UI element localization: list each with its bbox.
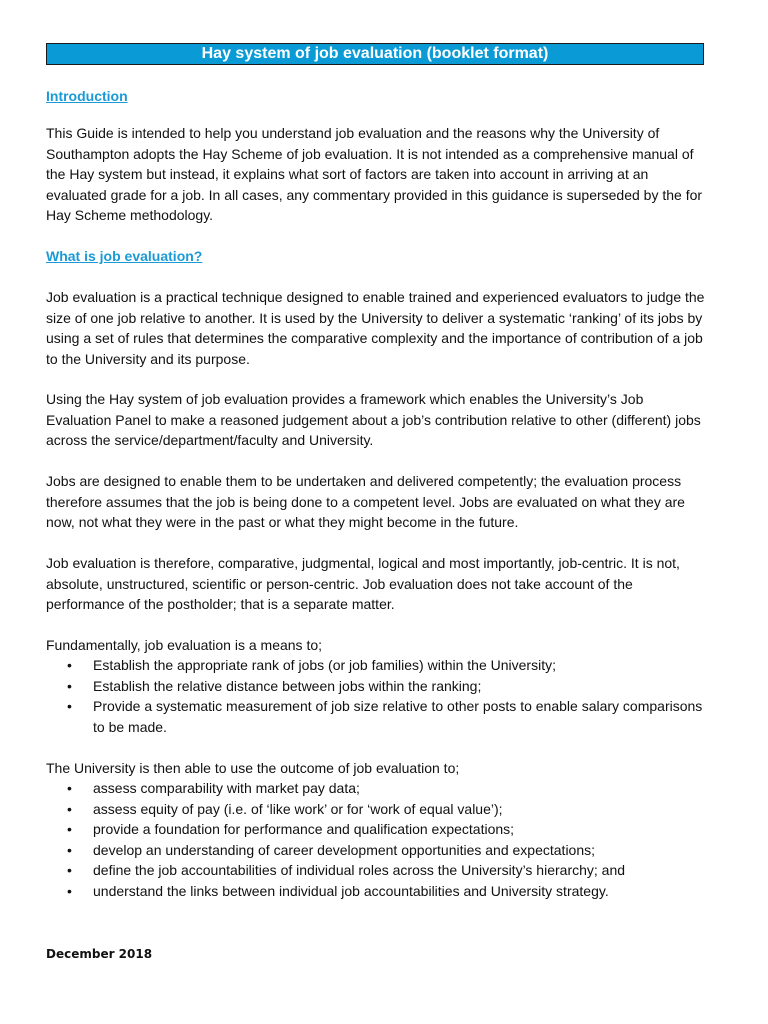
footer-date: December 2018 bbox=[46, 947, 153, 961]
list-item: • develop an understanding of career development opportunities and expectations; bbox=[46, 840, 708, 861]
competence-paragraph: Jobs are designed to enable them to be undertaken and delivered competently; the evaluation process therefore assumes that the job is being done to a competent level. Jobs are evaluated on what they are now, not what they were in the past or what they might become in the future. bbox=[46, 473, 685, 531]
fundamentally-lead: Fundamentally, job evaluation is a means to; bbox=[46, 637, 323, 653]
bullet-icon: • bbox=[67, 698, 72, 715]
list-item: • define the job accountabilities of individual roles across the University’s hierarchy; and bbox=[46, 860, 708, 881]
framework-paragraph: Using the Hay system of job evaluation provides a framework which enables the University’s Job Evaluation Panel to make a reasoned judgement about a job’s contribution relative to other (different) jobs across the service/department/faculty and University. bbox=[46, 391, 701, 449]
list-item: • understand the links between individual job accountabilities and University strategy. bbox=[46, 881, 708, 902]
document-title: Hay system of job evaluation (booklet format) bbox=[201, 45, 549, 62]
list-item: • assess equity of pay (i.e. of ‘like work’ or for ‘work of equal value’); bbox=[46, 799, 708, 820]
list-item: • Establish the appropriate rank of jobs (or job families) within the University; bbox=[46, 655, 708, 676]
outcome-lead: The University is then able to use the outcome of job evaluation to; bbox=[46, 760, 460, 776]
bullet-icon: • bbox=[67, 841, 72, 858]
fundamentally-list bbox=[46, 655, 708, 737]
introduction-heading: Introduction bbox=[46, 88, 128, 104]
characteristics-paragraph: Job evaluation is therefore, comparative, judgmental, logical and most importantly, job-centric. It is not, absolute, unstructured, scientific or person-centric. Job evaluation does not take account of the performance of the postholder; that is a separate matter. bbox=[46, 555, 680, 613]
introduction-paragraph: This Guide is intended to help you understand job evaluation and the reasons why the University of Southampton adopts the Hay Scheme of job evaluation. It is not intended as a comprehensive manual of the Hay system but instead, it explains what sort of factors are taken into account in arriving at an evaluated grade for a job. In all cases, any commentary provided in this guidance is superseded by the for Hay Scheme methodology. bbox=[46, 125, 703, 224]
bullet-icon: • bbox=[67, 657, 72, 673]
list-item: • Provide a systematic measurement of job size relative to other posts to enable salary comparisons to be made. bbox=[67, 698, 703, 735]
bullet-icon: • bbox=[67, 821, 72, 838]
list-item: • provide a foundation for performance and qualification expectations; bbox=[46, 819, 708, 840]
bullet-icon: • bbox=[67, 882, 72, 899]
what-is-job-evaluation-heading: What is job evaluation? bbox=[46, 248, 203, 264]
bullet-icon: • bbox=[67, 862, 72, 879]
bullet-icon: • bbox=[67, 780, 72, 796]
bullet-icon: • bbox=[67, 677, 72, 694]
list-item: • assess comparability with market pay data; bbox=[46, 778, 708, 799]
title-banner bbox=[46, 43, 704, 65]
bullet-icon: • bbox=[67, 800, 72, 817]
list-item: • Establish the relative distance between jobs within the ranking; bbox=[46, 676, 708, 697]
definition-paragraph: Job evaluation is a practical technique designed to enable trained and experienced evaluators to judge the size of one job relative to another. It is used by the University to deliver a systematic ‘ranking’ of its jobs by using a set of rules that determines the comparative complexity and the importance of contribution of a job to the University and its purpose. bbox=[46, 289, 705, 367]
outcome-list bbox=[46, 778, 708, 902]
